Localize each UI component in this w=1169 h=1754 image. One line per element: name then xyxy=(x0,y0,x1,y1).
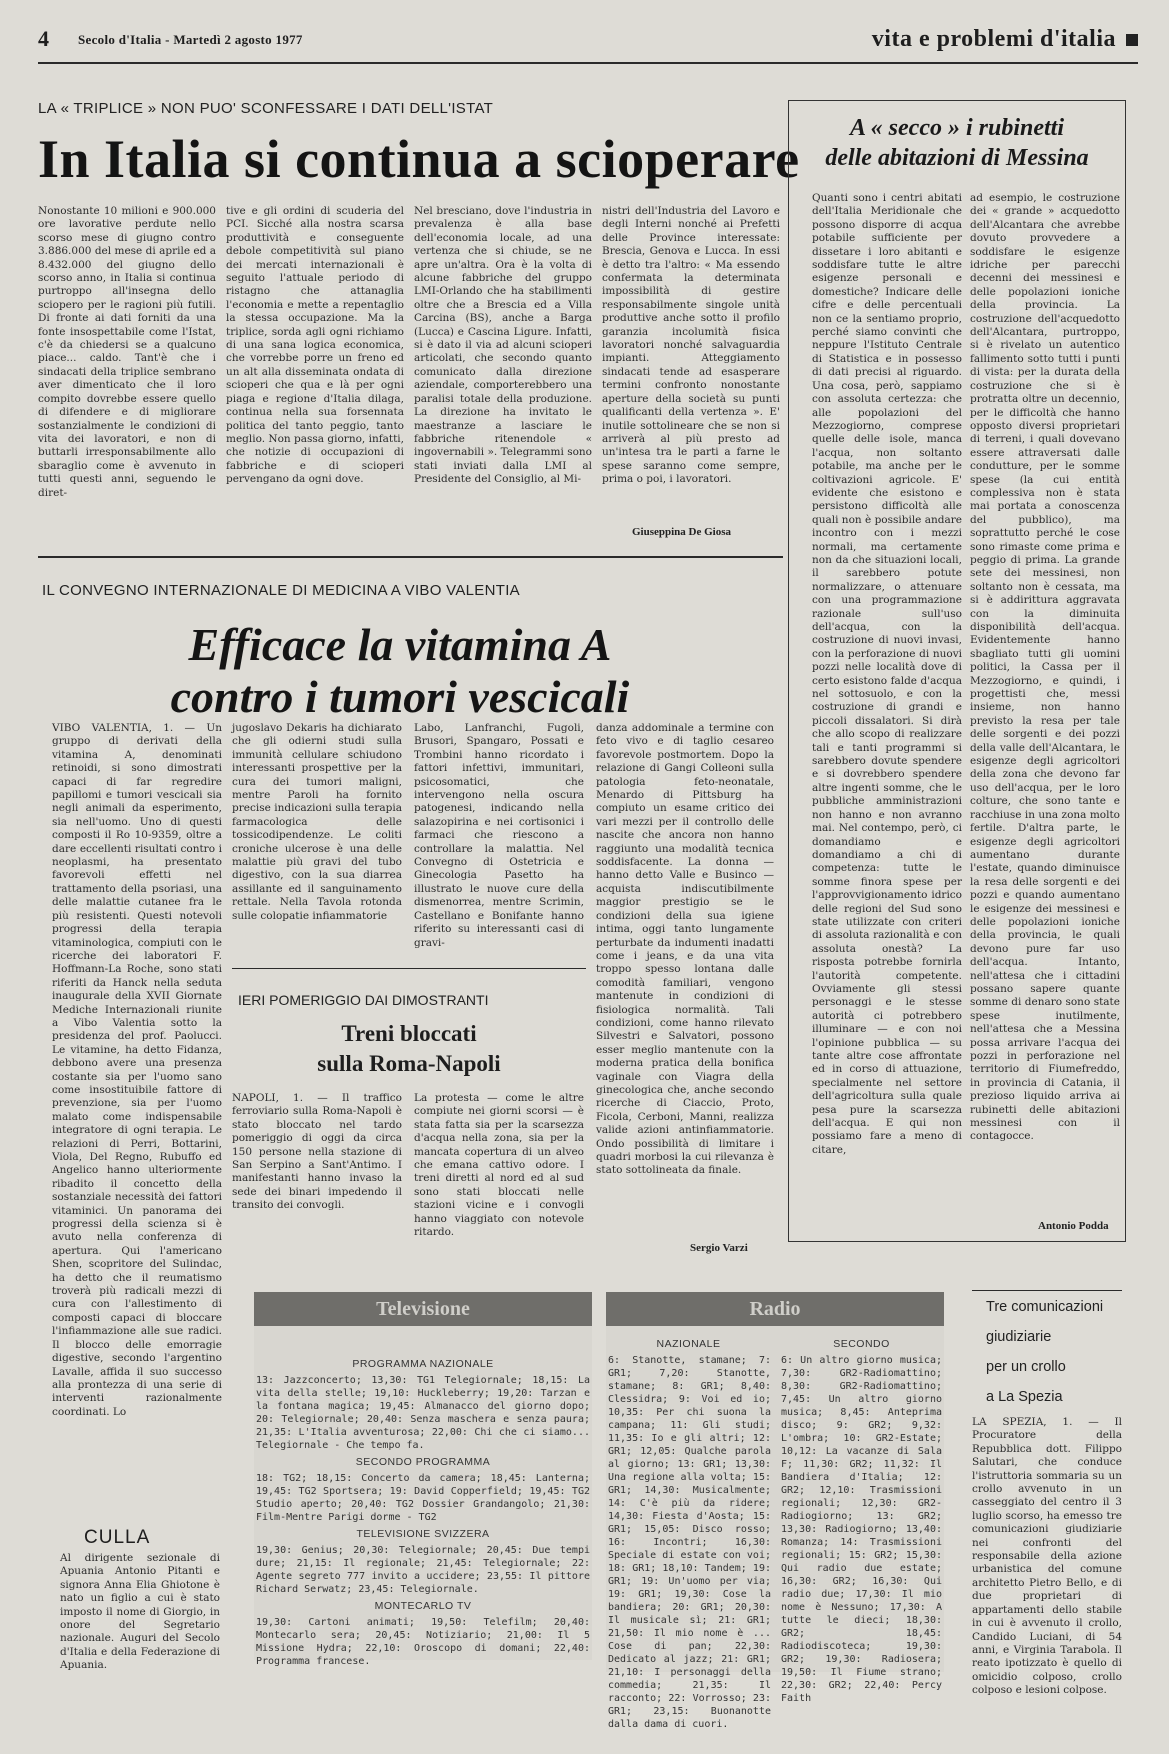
lead-bottom-rule xyxy=(38,556,783,558)
lead-col-3: Nel bresciano, dove l'industria in prevalenza è alla base dell'economia locale, ad una vertenza che si chiude, se ne apre un'altra. Ora è la volta di alcune fabbriche del gruppo LMI-Orlando che ha stabilimenti oltre che a Brescia ed a Villa Carcina (BS), anche a Barga (Lucca) e Cascina Ligure. Infatti, si è dato il via ad alcuni scioperi articolati, che secondo quanto comunicato dalla direzione aziendale, comporterebbero una paralisi totale della produzione. La direzione ha invitato le maestranze a lasciare le fabbriche ritenendole « ingovernabili ». Telegrammi sono stati inviati dalla LMI al Presidente del Consiglio, al Mi- xyxy=(414,205,592,486)
tv-text-3: 19,30: Genius; 20,30: Telegiornale; 20,45: Due tempi dure; 21,15: Il regionale; 21,45: Telegiornale; 22: Agente segreto 777 invito a uccidere; 23,55: Il pittore Richard Serwatz; 23,45: Telegiornale. xyxy=(256,1545,590,1595)
tv-text-4: 19,30: Cartoni animati; 19,50: Telefilm; 20,40: Montecarlo sera; 20,45: Notiziario; 21,00: Il 5 Missione Hydra; 22,10: Oroscopo di domani; 22,40: Programma francese. xyxy=(256,1617,590,1667)
tv-heading-4: MONTECARLO TV xyxy=(374,1600,472,1612)
messina-title-1: A « secco » i rubinetti xyxy=(849,115,1064,141)
vitamin-headline-2: contro i tumori vescicali xyxy=(170,671,630,722)
radio-heading-nazionale: NAZIONALE xyxy=(656,1338,721,1350)
messina-signature: Antonio Podda xyxy=(1038,1220,1109,1232)
spezia-kicker-3: per un crollo xyxy=(986,1359,1066,1375)
trains-col-1: NAPOLI, 1. — Il traffico ferroviario sulla Roma-Napoli è stato bloccato nel tardo pomeriggio di oggi da circa 150 persone nella stazione di San Serpino a Sant'Antimo. I manifestanti hanno invaso la sede dei binari impedendo il transito dei convogli. xyxy=(232,1092,402,1212)
section-rubric: vita e problemi d'italia xyxy=(871,26,1116,52)
lead-col-2: tive e gli ordini di scuderia del PCI. Sicché alla nostra scarsa produttività e conseguente debole competitività sul piano dei mercati internazionali è seguito l'attuale periodo di ristagno che attanaglia l'economia e mette a repentaglio la stessa occupazione. Ma la triplice, sorda agli ogni richiamo di una sana logica economica, che vorrebbe porre un freno ed un alt alla disseminata ondata di scioperi che qua e là per ogni piaga e regione d'Italia dilaga, continua nella sua forsennata politica del tanto peggio, tanto meglio. Non passa giorno, infatti, che notizie di occupazioni di fabbriche e di scioperi pervengano da ogni dove. xyxy=(226,205,404,486)
messina-title-2: delle abitazioni di Messina xyxy=(825,145,1089,171)
tv-heading-1: PROGRAMMA NAZIONALE xyxy=(352,1358,494,1370)
tv-heading-2: SECONDO PROGRAMMA xyxy=(355,1456,491,1468)
spezia-kicker-4: a La Spezia xyxy=(986,1389,1063,1405)
lead-col-1: Nonostante 10 milioni e 900.000 ore lavorative perdute nello scorso mese di giugno contro 3.886.000 del mese di aprile ed a 8.432.000 del giugno dello scorso anno, in Italia si continua purtroppo all'insegna dello sciopero per le ragioni più futili. Di fronte ai dati forniti da una fonte insospettabile come l'Istat, c'è da chiedersi se a qualcuno piace... caldo. Tant'è che i sindacati della triplice sembrano aver dimenticato che il loro compito dovrebbe essere quello di difendere e di migliorare sostanzialmente le condizioni di vita dei lavoratori, e non di buttarli irresponsabilmente allo sbaraglio come è avvenuto in tutti questi anni, seguendo le diret- xyxy=(38,205,216,499)
spezia-top-rule xyxy=(972,1290,1122,1291)
header-rule xyxy=(38,62,1138,64)
tv-heading-3: TELEVISIONE SVIZZERA xyxy=(356,1528,490,1540)
trains-headline-2: sulla Roma-Napoli xyxy=(317,1051,501,1076)
tv-text-2: 18: TG2; 18,15: Concerto da camera; 18,45: Lanterna; 19,45: TG2 Sportsera; 19: David Copperfield; 19,45: TG2 Studio aperto; 20,40: TG2 Dossier Grandangolo; 21,30: Film-Mentre Parigi dorme - TG2 xyxy=(256,1473,590,1523)
messina-col-1: Quanti sono i centri abitati dell'Italia Meridionale che possono disporre di acqua potabile sufficiente per dissetare i loro abitanti e soddisfare tutte le altre esigenze personali e domestiche? Indicare delle cifre e delle percentuali non ce la sentiamo proprio, perché siamo convinti che neppure l'Istituto Centrale di Statistica e in possesso di dati precisi al riguardo. Una cosa, però, sappiamo con assoluta certezza: che alle popolazioni del Mezzogiorno, comprese quelle delle isole, manca l'acqua, non soltanto potabile, ma anche per le coltivazioni agricole. E' evidente che esistono e persistono difficoltà alle quali non è possibile andare incontro con i mezzi normali, ma certamente non da che situazioni locali, il sarebbero potute normalizzare, o attenuare con una programmazione razionale sull'uso dell'acqua, con la costruzione di nuovi invasi, con la perforazione di nuovi pozzi nelle località dove di certo esistono falde d'acqua nel sottosuolo, e con la costruzione di grandi e piccoli dissalatori. Si dirà che allo scopo di realizzare tali e tanti programmi si sarebbero dovute spendere e si dovrebbero spendere altre ingenti somme, che le pubbliche amministrazioni non hanno e non avranno mai. Nel contempo, però, ci domandiamo e domandiamo a chi di competenza: tutte le somme finora spese per l'approvvigionamento idrico delle regioni del Sud sono state utilizzate con criteri di assoluta razionalità e con assoluta onestà? La risposta potrebbe fornirla l'autorità competente. Ovviamente gli stessi personaggi e le stesse autorità ci potrebbero illuminare — e con noi l'opinione pubblica — su tante altre cose affrontate ed in corso di attuazione, specialmente nel settore dell'agricoltura sulla quale pesa pure la scarsezza dell'acqua. E qui non possiamo fare a meno di citare, xyxy=(812,192,962,1156)
radio-title-bar: Radio xyxy=(606,1292,944,1326)
spezia-kicker-2: giudiziarie xyxy=(986,1329,1052,1345)
vitamin-headline-1: Efficace la vitamina A xyxy=(188,619,612,670)
tv-text-1: 13: Jazzconcerto; 13,30: TG1 Telegiornale; 18,15: La vita della stelle; 19,10: Huckleberry; 19,20: Tarzan e la fontana magica; 19,45: Almanacco del giorno dopo; 20: Telegiornale; 20,40: Senza maschera e senza paura; 21,35: L'Italia avventurosa; 22,00: Chi che ci siamo... Telegiornale - Che tempo fa. xyxy=(256,1375,590,1451)
culla-text: Al dirigente sezionale di Apuania Antonio Pitanti e signora Anna Elia Ghiotone è nato un figlio a cui è stato imposto il nome di Giorgio, in onore del Segretario nazionale. Auguri del Secolo d'Italia e della Federazione di Apuania. xyxy=(60,1552,220,1672)
vitamin-col-2: jugoslavo Dekaris ha dichiarato che gli odierni studi sulla immunità cellulare schiudono interessanti prospettive per la cura dei tumori maligni, mentre Paroli ha fornito precise indicazioni sulla terapia farmacologica delle tossicodipendenze. Le coliti croniche ulcerose è una delle malattie più gravi del tubo digestivo, con la sua diarrea assillante ed il sanguinamento rettale. Nella Tavola rotonda sulle colopatie infiammatorie xyxy=(232,722,402,922)
radio-text-secondo: 6: Un altro giorno musica; 7,30: GR2-Radiomattino; 8,30: GR2-Radiomattino; 7,45: Un altro giorno musica; 8,45: Anteprima disco; 9: GR2; 9,32: L'ombra; 10: GR2-Estate; 10,12: La vacanze di Sala F; 11,30: GR2; 11,32: Il Bandiera d'Italia; 12: GR2; 12,10: Trasmissioni regionali; 12,30: GR2-Radiogiorno; 13: GR2; 13,30: Radiogiorno; 13,40: Romanza; 14: Trasmissioni regionali; 15: GR2; 15,30: Qui radio due estate; 16,30: GR2; 16,30: Qui radio due; 17,30: Il mio nome è Nessuno; 17,30: A tutte le dieci; 18,30: GR2; 18,45: Radiodiscoteca; 19,30: GR2; 19,30: Radiosera; 19,50: Il Fiume strano; 22,30: GR2; 22,40: Percy Faith xyxy=(781,1355,942,1704)
spezia-text: LA SPEZIA, 1. — Il Procuratore della Repubblica dott. Filippo Salutari, che conduce l'istruttoria sommaria su un crollo avvenuto in un casseggiato del centro il 3 luglio scorso, ha emesso tre comunicazioni giudiziarie nei confronti del responsabile della azione urbanistica del comune architetto Pietro Bello, e di due proprietari di appartamenti dello stabile in cui è avvenuto il crollo, Candido Luciani, di 54 anni, e Virginia Tarabola. Il reato ipotizzato è quello di omicidio colposo, crollo colposo e lesioni colpose. xyxy=(972,1416,1122,1697)
lead-headline: In Italia si continua a scioperare xyxy=(38,129,800,189)
vitamin-col-1: VIBO VALENTIA, 1. — Un gruppo di derivati della vitamina A, denominati retinoidi, si sono dimostrati capaci di far regredire papillomi e tumori vescicali sia negli animali da esperimento, sia nell'uomo. Uno di questi composti il Ro 10-9359, oltre a dare eccellenti risultati contro i neoplasmi, ha presentato favorevoli effetti nel trattamento della psoriasi, una delle malattie cutanee fra le più resistenti. Questi notevoli progressi della terapia vitaminologica, compiuti con le ricerche dei laboratori F. Hoffmann-La Roche, sono stati riferiti da Hanck nella seduta inaugurale della XVII Giornate Mediche Internazionali riunite a Vibo Valentia sotto la presidenza del prof. Paolucci. Le vitamine, ha detto Fidanza, debbono avere una presenza costante sia per l'uomo sano come insostituibile fattore di prevenzione, sia per l'uomo malato come indispensabile integratore di ogni terapia. Le relazioni di Perri, Bottarini, Viola, Del Regno, Rubuffo ed Angelico hanno ulteriormente ribadito il concetto della sostanziale necessità dei fattori vitaminici. Un panorama dei progressi della scienza si è avuto nella conferenza di apertura. Qui l'americano Shen, scopritore del Sulindac, ha detto che il reumatismo troverà più radicali mezzi di cura con l'allestimento di composti capaci di bloccare l'infiammazione alle sue radici. Il blocco delle emorragie digestive, secondo l'argentino Lavalle, affida il suo successo alla prontezza di una serie di interventi razionalmente coordinati. Lo xyxy=(52,722,222,1418)
rubric-square-icon xyxy=(1126,34,1138,46)
radio-text-nazionale: 6: Stanotte, stamane; 7: GR1; 7,20: Stanotte, stamane; 8: GR1; 8,40: Clessidra; 9: Voi ed io; 10,35: Per chi suona la campana; 11: Gli studi; 11,35: Io e gli altri; 12: GR1; 12,05: Qualche parola al giorno; 13: GR1; 13,30: Una regione alla volta; 15: GR1; 14,30: Musicalmente; 14: C'è più da ridere; 14,30: Fiesta d'Aosta; 15: GR1; 15,05: Disco rosso; 16: Incontri; 16,30: Speciale di estate con voi; 18: GR1; 18,10: Tandem; 19: GR1; 19: Un'uomo per via; 19: GR1; 19,30: Cose la bandiera; 20: GR1; 20,30: Il musicale sì; 21: GR1; 21,50: Il mio nome è ... Cose di pan; 22,30: Dedicato al jazz; 21: GR1; 21,10: I personaggi della commedia; 21,35: Il racconto; 22: Vorrosso; 23: GR1; 23,15: Buonanotte dalla dama di cuori. xyxy=(608,1355,771,1730)
messina-col-2: ad esempio, le costruzione dei « grande » acquedotto dell'Alcantara che avrebbe dovuto provvedere a soddisfare le esigenze idriche per parecchi decenni dei messinesi e delle popolazioni ioniche della provincia. La costruzione dell'acquedotto dell'Alcantara, purtroppo, si è rivelato un autentico fallimento sotto tutti i punti di vista: per la durata della costruzione che si è protratta oltre un decennio, per le difficoltà che hanno opposto diversi proprietari di terreni, i quali dovevano essere attraversati dalle condutture, per le somme spese (la cui entità complessiva non è stata mai portata a conoscenza del pubblico), ma soprattutto perché le cose sono rimaste come prima e peggio di prima. La grande sete dei messinesi, non soltanto non è cessata, ma si è addirittura aggravata con la diminuita disponibilità dell'acqua. Evidentemente hanno sbagliato tutti gli uomini politici, la Cassa per il Mezzogiorno, e quindi, i progettisti che, messi insieme, non hanno previsto la resa per tale delle sorgenti e dei pozzi della valle dell'Alcantara, le esigenze degli agricoltori della zona che devono far uso dell'acqua, per le loro colture, che sono tante e racchiuse in una zona molto fertile. D'altra parte, le esigenze degli agricoltori aumentano durante l'estate, quando diminuisce la resa delle sorgenti e dei pozzi e quando aumentano le esigenze dei messinesi e delle popolazioni ioniche della provincia, le quali devono pure far uso dell'acqua. Intanto, nell'attesa che i cittadini possano sapere quante somme di denaro sono state spese inutilmente, nell'attesa che a Messina possa arrivare l'acqua dei pozzi in perforazione nel territorio di Fiumefreddo, in provincia di Catania, il prezioso liquido arriva ai rubinetti delle abitazioni messinesi con il contagocce. xyxy=(970,192,1120,1143)
trains-col-2: La protesta — come le altre compiute nei giorni scorsi — è stata fatta sia per la scarsezza d'acqua nella zona, sia per la mancata copertura di un alveo che emana cattivo odore. I treni diretti al nord ed al sud sono stati bloccati nelle stazioni vicine e i convogli hanno viaggiato con notevole ritardo. xyxy=(414,1092,584,1239)
vitamin-col-4: danza addominale a termine con feto vivo e di taglio cesareo favorevole postmortem. Dopo la relazione di Gangi Colleoni sulla patologia feto-neonatale, Menardo di Pittsburg ha compiuto un esame critico dei vari mezzi per il controllo delle nascite che ancora non hanno raggiunto una modalità tecnica soddisfacente. La donna — hanno detto Valle e Businco — acquista indiscutibilmente maggior prestigio se le condizioni della sua igiene intima, oggi tanto lungamente perturbate da indumenti inadatti come i jeans, e da una vita troppo spesso lontana dalle comodità familiari, vengono mantenute in condizioni di fisiologica normalità. Tali condizioni, come hanno rilevato Silvestri e Salvatori, possono esser meglio mantenute con la moderna pratica della bonifica vaginale con Viagra della ginecologica che, anche secondo ricerche di Ciaccio, Proto, Ficola, Cerboni, Manni, realizza valide azioni antinfiammatorie. Ondo possibilità di limitare i quadri morbosi la cui rilevanza è stato sottolineata da finale. xyxy=(596,722,774,1177)
page-header xyxy=(38,22,1138,62)
trains-kicker: IERI POMERIGGIO DAI DIMOSTRANTI xyxy=(238,992,489,1008)
vitamin-inner-rule xyxy=(232,968,586,969)
spezia-kicker-1: Tre comunicazioni xyxy=(986,1299,1104,1315)
lead-kicker: LA « TRIPLICE » NON PUO' SCONFESSARE I DATI DELL'ISTAT xyxy=(38,100,494,117)
radio-heading-secondo: SECONDO xyxy=(833,1338,890,1350)
trains-headline-1: Treni bloccati xyxy=(341,1021,477,1046)
vitamin-kicker: IL CONVEGNO INTERNAZIONALE DI MEDICINA A VIBO VALENTIA xyxy=(42,582,520,599)
paper-dateline: Secolo d'Italia - Martedì 2 agosto 1977 xyxy=(78,32,303,47)
vitamin-col-3: Labo, Lanfranchi, Fugoli, Brusori, Spangaro, Possati e Trombini hanno ricordato i fattori infettivi, immunitari, psicosomatici, che intervengono nella oscura patogenesi, indicando nella salazopirina e nei cortisonici i farmaci che riescono a controllare la malattia. Nel Convegno di Ostetricia e Ginecologia Pasetto ha illustrato le nuove cure della dismenorrea, mentre Scrimin, Castellano e Bonifante hanno riferito su interessanti casi di gravi- xyxy=(414,722,584,949)
page-number: 4 xyxy=(38,26,49,51)
lead-signature: Giuseppina De Giosa xyxy=(632,526,732,538)
trains-signature: Sergio Varzi xyxy=(690,1242,748,1254)
lead-col-4: nistri dell'Industria del Lavoro e degli Interni nonché ai Prefetti delle Province interessate: Brescia, Genova e Lucca. In essi è detto tra l'altro: « Ma essendo confermata la determinata impossibilità di gestire responsabilmente singole unità produttive anche sotto il profilo garanzia incolumità fisica lavoratori nonché salvaguardia impianti. Atteggiamento sindacati tende ad esasperare termini confronto nonostante aperture della società su punti qualificanti della vertenza ». E' inutile sottolineare che se non si arriverà al più presto ad un'intesa tra le parti a farne le spese saranno come sempre, prima o poi, i lavoratori. xyxy=(602,205,780,486)
tv-title-bar: Televisione xyxy=(254,1292,592,1326)
culla-heading: CULLA xyxy=(84,1527,151,1548)
